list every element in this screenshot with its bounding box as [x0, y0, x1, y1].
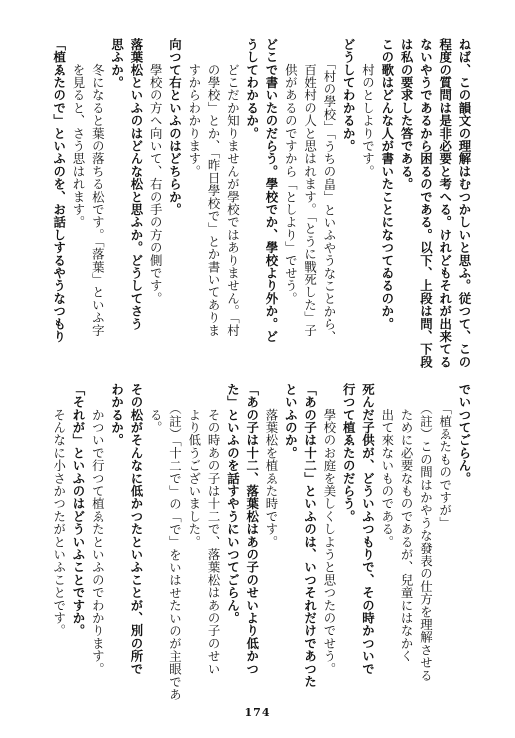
text-column: わかるか。 [109, 383, 125, 447]
text-column: 程度の質問は是非必要と考へる。けれどもそれが出来てる [437, 38, 453, 369]
text-column: 冬になると葉の落ちる松です。「落葉」といふ字 [90, 38, 106, 337]
text-column: その時あの子は十二で、落葉松はあの子のせい [206, 383, 222, 676]
text-column: どうしてわかるか。 [341, 38, 357, 153]
page-number: 174 [244, 706, 271, 719]
text-column: より低うございました。 [186, 383, 202, 549]
text-column: すからわかります。 [186, 38, 202, 178]
text-column: 「植ゑたものですが」 [437, 383, 453, 530]
text-column: どこだか知りませんが學校ではありません。「村 [225, 38, 241, 337]
text-column: うしてわかるか。 [244, 38, 260, 140]
text-column: （註）「十二で」の「で」をいはせたいのが主眼であ [167, 383, 183, 701]
text-column: でいつてごらん。 [457, 383, 472, 485]
text-column: を見ると、さう思はれます。 [71, 38, 86, 229]
text-column: （註）この間はかやうな發表の仕方を理解させる [418, 383, 434, 682]
text-column: ねば、この韻文の理解はむつかしいと思ふ。従つて、この [457, 38, 472, 369]
text-column: 學校のお庭を美しくしようと思つたのでせう。 [321, 383, 337, 676]
text-column: 「あの子は十二、落葉松はあの子のせいより低かつ [244, 383, 260, 676]
text-column: る。 [148, 383, 164, 434]
text-column: 村のとしよりです。 [360, 38, 376, 178]
text-column: この歌はどんな人が書いたことになつてゐるのか。 [379, 38, 395, 331]
text-column: 死んだ子供が、どういふつもりで、その時かついで [360, 383, 376, 676]
text-column: どこで書いたのだらう。學校でか、學校より外か。ど [264, 38, 279, 343]
text-column: 「それが」といふのはどういふことですか。 [71, 383, 86, 637]
text-column: ために必要なものであるが、兒童にはなかく [399, 383, 415, 663]
text-column: の學校」とか、「昨日學校で」とか書いてありま [206, 38, 222, 337]
text-column: 向つて右といふのはどちらか。 [167, 38, 183, 216]
text-column: その松がそんなに低かつたといふことが、別の所で [128, 383, 144, 676]
text-column: 「植ゑたので」といふのを、お話しするやうなつもり [51, 38, 67, 343]
text-column: 百姓村の人と思はれます。「とうに戰死した」子 [302, 38, 318, 337]
text-column: 行つて植ゑたのだらう。 [341, 383, 357, 523]
text-column: 出て來ないものである。 [379, 383, 395, 549]
text-column: 落葉松を植ゑた時です。 [264, 383, 279, 549]
text-column: 「あの子は十二」といふのは、いつそれだけであつた [302, 383, 318, 688]
text-column: 學校の方へ向いて、右の手の方の側です。 [148, 38, 164, 305]
text-column: 落葉松といふのはどんな松と思ふか。どうしてさう [128, 38, 144, 331]
text-column: 思ふか。 [109, 38, 125, 89]
text-column: は私の要求した答である。 [399, 38, 415, 191]
text-column: た」といふのを話すやうにいつてごらん。 [225, 383, 241, 625]
text-column: ないやうであるから困るのである。以下、上段は問、下段 [418, 38, 434, 369]
text-column: そんなに小さかつたがといふことです。 [51, 383, 67, 637]
text-column: 「村の學校」「うちの畠」といふやうなことから、 [321, 38, 337, 344]
text-column: といふのか。 [283, 383, 299, 460]
text-column: 供があるのですから「としより」でせう。 [283, 38, 299, 305]
text-column: かついで行つて植ゑたといふのでわかります。 [90, 383, 106, 676]
